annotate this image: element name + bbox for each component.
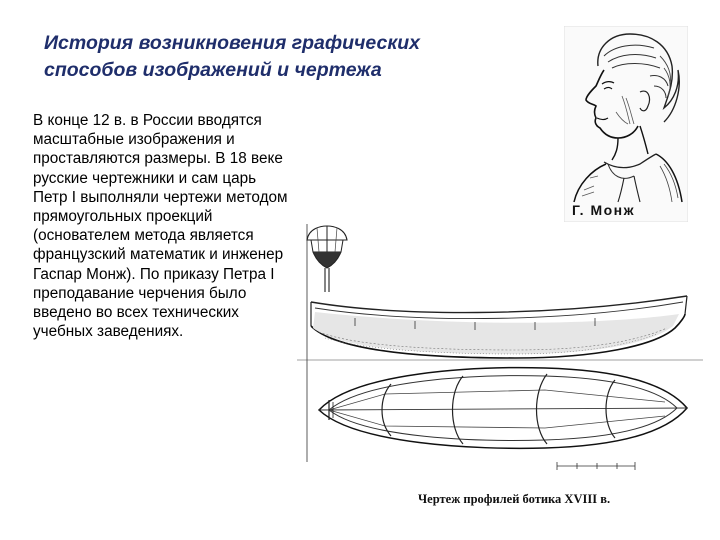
boat-profile-drawing <box>295 222 705 484</box>
drawing-caption: Чертеж профилей ботика XVIII в. <box>418 492 611 506</box>
body-paragraph: В конце 12 в. в России вводятся масштабные изображения и проставляются размеры. В 18 веке русские чертежники и сам царь Петр I выполняли чертежи методом прямоугольных проекций (основателем метода является французский математик и инженер Гаспар Монж). По приказу Петра I преподавание черчения было введено во всех технических учебных заведениях. <box>33 112 288 341</box>
hull-cross-section <box>307 226 347 292</box>
title-line-1: История возникновения графических <box>44 32 420 54</box>
scale-bar <box>557 462 635 470</box>
title-line-2: способов изображений и чертежа <box>44 59 382 81</box>
hull-plan-view <box>319 368 687 449</box>
slide-title <box>44 30 544 84</box>
portrait-caption: Г. Монж <box>572 202 636 218</box>
monge-portrait-image <box>564 26 688 222</box>
hull-side-view <box>297 296 703 360</box>
